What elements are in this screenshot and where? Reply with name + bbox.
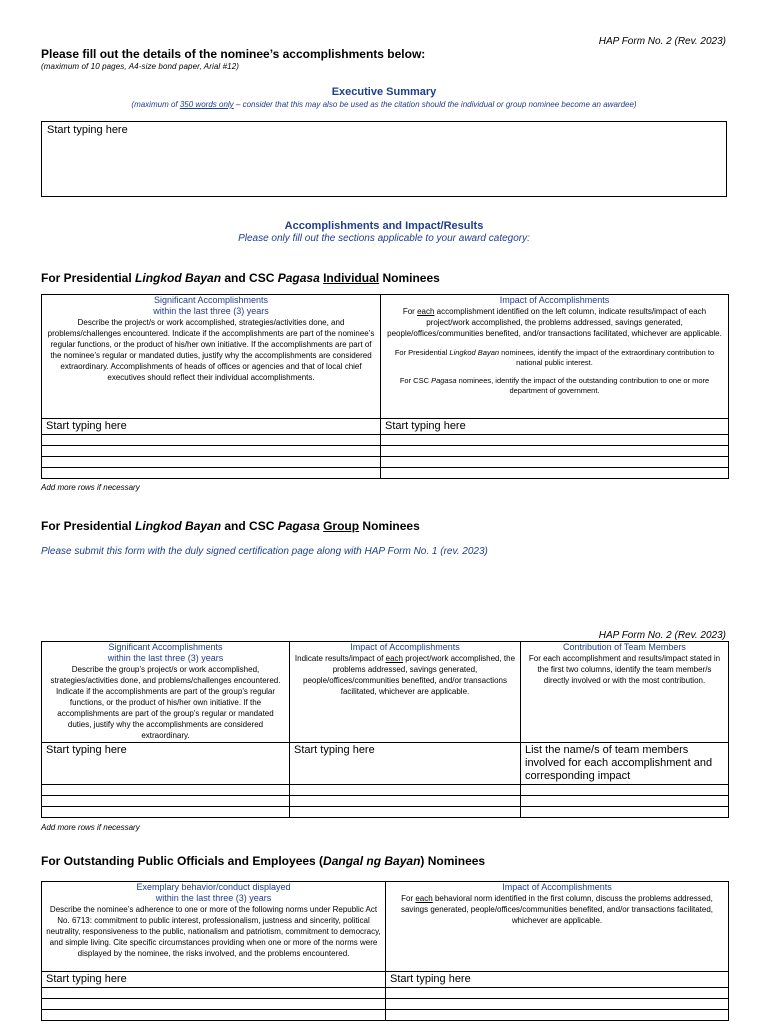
group-heading-pre: For Presidential [41, 519, 136, 533]
individual-col2-p2-pre: For Presidential [394, 348, 450, 357]
form-number-page2: HAP Form No. 2 (Rev. 2023) [598, 630, 726, 641]
individual-impact-input[interactable]: Start typing here [381, 419, 729, 435]
officials-col1-title2: within the last three (3) years [155, 893, 272, 903]
accomplishments-title: Accomplishments and Impact/Results [284, 220, 484, 232]
individual-col1-title2: within the last three (3) years [153, 306, 269, 316]
individual-heading-category: Individual [323, 271, 380, 285]
group-heading-mid: and CSC [221, 519, 278, 533]
individual-col1-header [42, 295, 381, 419]
individual-row-cell[interactable] [381, 435, 729, 446]
group-row-cell[interactable] [42, 785, 290, 796]
individual-accomplishment-input[interactable]: Start typing here [42, 419, 381, 435]
exec-summary-note-prefix: (maximum of [131, 100, 180, 109]
group-heading-award1: Lingkod Bayan [135, 519, 222, 533]
officials-row-cell[interactable] [42, 999, 386, 1010]
individual-row-cell[interactable] [381, 468, 729, 479]
group-heading-category: Group [323, 519, 360, 533]
officials-section-heading [41, 854, 485, 868]
individual-row-cell[interactable] [42, 468, 381, 479]
accomplishments-subtitle: Please only fill out the sections applicable to your award category: [238, 233, 530, 244]
group-section-heading [41, 519, 420, 533]
exec-summary-title: Executive Summary [331, 86, 437, 98]
individual-col2-p2-post: nominees, identify the impact of the extraordinary contribution to national public interest. [499, 348, 715, 367]
officials-col2-desc-pre: For [401, 894, 416, 903]
officials-row-cell[interactable] [386, 1010, 729, 1021]
officials-col2-desc-each: each [415, 894, 433, 903]
individual-heading-post: Nominees [379, 271, 440, 285]
individual-col2-title: Impact of Accomplishments [499, 295, 610, 305]
exec-summary-word-limit: 350 words only [179, 100, 234, 109]
page-heading-note: (maximum of 10 pages, A4-size bond paper, Arial #12) [41, 62, 240, 71]
group-heading-award2: Pagasa [277, 519, 320, 533]
officials-impact-input[interactable]: Start typing here [386, 972, 729, 988]
group-row-cell[interactable] [290, 807, 521, 818]
group-team-members-input[interactable]: List the name/s of team members involved for each accomplishment and corresponding impact [521, 743, 729, 785]
officials-table [41, 881, 729, 1021]
individual-heading-award1: Lingkod Bayan [135, 271, 222, 285]
group-row-cell[interactable] [42, 796, 290, 807]
individual-row-cell[interactable] [381, 457, 729, 468]
individual-col2-desc-post: accomplishment identified on the left column, indicate results/impact of each project/work accomplished, the problems addressed, savings generated, people/offices/communities benefited, and/or transactions facilitated, whichever are applicable. [387, 307, 722, 338]
officials-col2-header [386, 882, 729, 972]
group-col2-title: Impact of Accomplishments [350, 642, 460, 652]
individual-add-rows-note: Add more rows if necessary [41, 483, 140, 492]
group-instruction: Please submit this form with the duly signed certification page along with HAP Form No. 1 (rev. 2023) [41, 546, 488, 557]
individual-col2-header [381, 295, 729, 419]
group-heading-post: Nominees [359, 519, 420, 533]
individual-row-cell[interactable] [42, 435, 381, 446]
officials-heading-post: ) Nominees [420, 854, 486, 868]
individual-col2-pagasa-note [384, 376, 725, 396]
officials-col1-title: Exemplary behavior/conduct displayed [136, 882, 291, 892]
group-col1-desc: Describe the group’s project/s or work accomplished, strategies/activities done, and problems/challenges encountered. Indicate if the accomplishments are part of the group’s regular functions, or the product of his/her own initiative. If the accomplishments are part of the group’s regular or mandated duties, justify why the accomplishments are considered extraordinary. [50, 665, 281, 740]
group-accomplishment-input[interactable]: Start typing here [42, 743, 290, 785]
officials-row-cell[interactable] [386, 999, 729, 1010]
group-col1-title2: within the last three (3) years [107, 653, 224, 663]
officials-col2-desc-post: behavioral norm identified in the first column, discuss the problems addressed, savings generated, people/offices/communities benefited, and/or transactions facilitated, whichever are applicable. [400, 894, 714, 925]
officials-row-cell[interactable] [386, 988, 729, 999]
individual-row-cell[interactable] [381, 446, 729, 457]
individual-row-cell[interactable] [42, 446, 381, 457]
group-col3-desc: For each accomplishment and results/impact stated in the first two columns, identify the team member/s directly involved or with the most contribution. [528, 654, 721, 685]
individual-col2-desc [384, 306, 725, 339]
individual-col2-p3-pre: For CSC [399, 376, 432, 385]
group-row-cell[interactable] [290, 796, 521, 807]
group-col1-title: Significant Accomplishments [108, 642, 223, 652]
individual-col2-lingkod-note [384, 348, 725, 368]
group-table [41, 641, 729, 818]
group-col2-header [290, 642, 521, 743]
group-row-cell[interactable] [290, 785, 521, 796]
group-row-cell[interactable] [521, 807, 729, 818]
officials-row-cell[interactable] [42, 1010, 386, 1021]
individual-col1-desc: Describe the project/s or work accomplished, strategies/activities done, and problems/challenges encountered. Indicate if the accomplishments are part of the nominee’s regular functions, or the product of his/her own initiative. If the accomplishments are part of the nominee’s regular or mandated duties, justify why the accomplishments are considered extraordinary. Accomplishments of heads of offices or agencies and that of local chief executives should reflect their individual accomplishments. [47, 318, 375, 382]
individual-col2-p3-post: nominees, identify the impact of the outstanding contribution to one or more department of government. [456, 376, 710, 395]
officials-col1-header [42, 882, 386, 972]
exec-summary-note-suffix: – consider that this may also be used as the citation should the individual or group nominee become an awardee) [233, 100, 637, 109]
group-col3-header [521, 642, 729, 743]
individual-col2-p3-award: Pagasa [431, 376, 457, 385]
page-heading: Please fill out the details of the nominee’s accomplishments below: [41, 47, 426, 61]
group-col2-desc-pre: Indicate results/impact of [294, 654, 386, 663]
group-col3-title: Contribution of Team Members [563, 642, 686, 652]
individual-col1-title: Significant Accomplishments [153, 295, 269, 305]
group-col1-header [42, 642, 290, 743]
group-col2-desc-post: project/work accomplished, the problems addressed, savings generated, people/offices/communities benefited, and/or transactions facilitated, whichever are applicable. [303, 654, 516, 696]
individual-heading-mid: and CSC [221, 271, 278, 285]
officials-heading-pre: For Outstanding Public Officials and Employees ( [41, 854, 324, 868]
group-impact-input[interactable]: Start typing here [290, 743, 521, 785]
exec-summary-input[interactable]: Start typing here [41, 121, 727, 197]
group-col2-desc [293, 653, 517, 697]
individual-col2-desc-pre: For [402, 307, 418, 316]
officials-col2-title: Impact of Accomplishments [502, 882, 612, 892]
form-number: HAP Form No. 2 (Rev. 2023) [598, 36, 726, 47]
individual-row-cell[interactable] [42, 457, 381, 468]
group-row-cell[interactable] [521, 785, 729, 796]
officials-behavior-input[interactable]: Start typing here [42, 972, 386, 988]
group-col2-desc-each: each [385, 654, 403, 663]
group-add-rows-note: Add more rows if necessary [41, 823, 140, 832]
officials-col2-desc [389, 893, 725, 926]
individual-col2-desc-each: each [417, 307, 435, 316]
group-row-cell[interactable] [521, 796, 729, 807]
individual-heading-award2: Pagasa [277, 271, 320, 285]
officials-col1-desc: Describe the nominee’s adherence to one or more of the following norms under Republic Act No. 6713: commitment to public interest, professionalism, justness and sincerity, political neutrality, responsiveness to the public, nationalism and patriotism, commitment to democracy, and simple living. Cite specific circumstances providing when one or more of the norms were displayed by the nominee, the risks involved, and the problems encountered. [46, 905, 381, 958]
individual-table [41, 294, 729, 479]
exec-summary-note [0, 100, 768, 109]
group-row-cell[interactable] [42, 807, 290, 818]
officials-heading-award: Dangal ng Bayan [323, 854, 421, 868]
individual-section-heading [41, 271, 440, 285]
individual-col2-p2-award: Lingkod Bayan [449, 348, 500, 357]
officials-row-cell[interactable] [42, 988, 386, 999]
individual-heading-pre: For Presidential [41, 271, 136, 285]
